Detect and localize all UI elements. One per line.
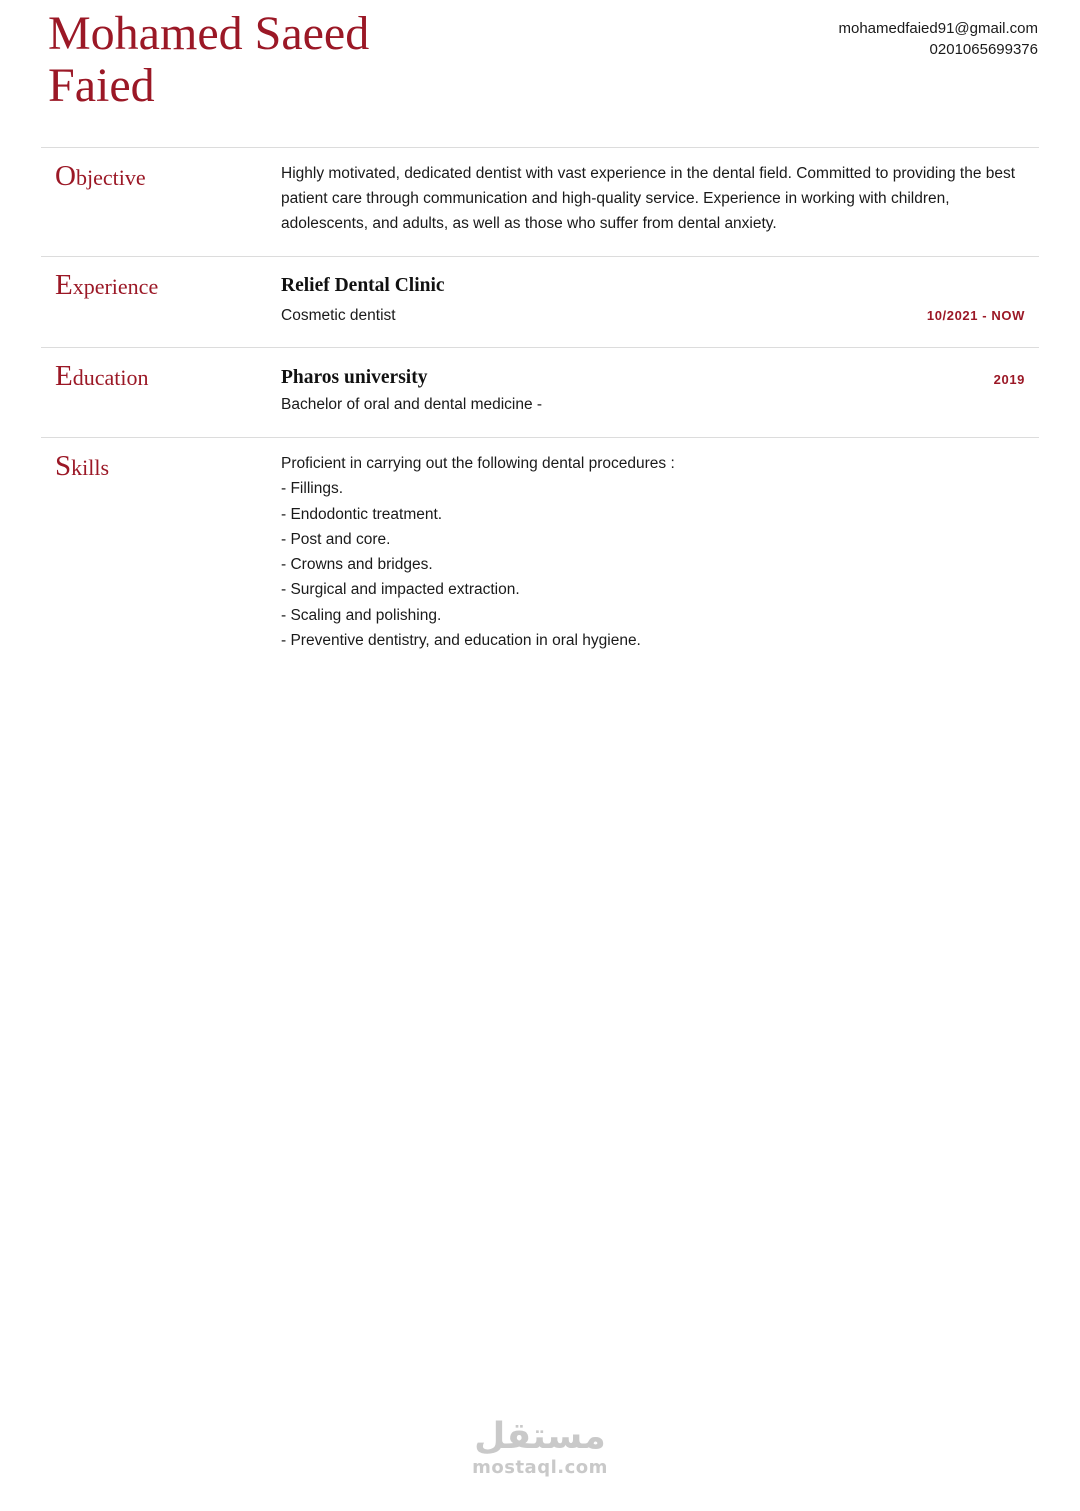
skill-item: - Scaling and polishing. bbox=[281, 606, 442, 624]
education-date: 2019 bbox=[993, 372, 1025, 387]
experience-heading: Experience bbox=[55, 269, 159, 301]
experience-section bbox=[41, 256, 1039, 348]
objective-text: Highly motivated, dedicated dentist with vast experience in the dental field. Committed to providing the best patient care through communication and high-quality service. Experience in working with children, adolescents, and adults, as well as those who suffer from dental anxiety. bbox=[281, 165, 1016, 232]
phone-number[interactable]: 0201065699376 bbox=[929, 41, 1038, 58]
education-entry bbox=[281, 365, 1025, 417]
experience-date: 10/2021 - NOW bbox=[926, 308, 1025, 323]
contact-info bbox=[839, 18, 1039, 60]
education-section bbox=[41, 347, 1039, 438]
experience-entry bbox=[281, 273, 1025, 328]
objective-heading: Objective bbox=[55, 160, 146, 192]
skill-item: - Surgical and impacted extraction. bbox=[281, 581, 520, 599]
job-role: Cosmetic dentist bbox=[281, 307, 396, 324]
skill-item: - Post and core. bbox=[281, 530, 391, 548]
email-address[interactable]: mohamedfaied91@gmail.com bbox=[838, 20, 1038, 37]
watermark-url: mostaql.com bbox=[472, 1457, 608, 1478]
skill-item: - Crowns and bridges. bbox=[281, 556, 433, 574]
objective-section bbox=[41, 147, 1039, 258]
education-heading: Education bbox=[55, 360, 149, 392]
candidate-name: Mohamed Saeed Faied bbox=[48, 7, 370, 112]
skills-list bbox=[281, 451, 1025, 653]
degree: Bachelor of oral and dental medicine - bbox=[281, 396, 543, 413]
skill-item: - Preventive dentistry, and education in oral hygiene. bbox=[281, 632, 641, 650]
skills-intro: Proficient in carrying out the following dental procedures : bbox=[281, 455, 675, 472]
skill-item: - Fillings. bbox=[281, 480, 344, 498]
school-name: Pharos university bbox=[281, 367, 428, 388]
watermark-arabic-logo: مستقل bbox=[474, 1416, 606, 1457]
skills-section bbox=[41, 437, 1039, 678]
employer-name: Relief Dental Clinic bbox=[281, 275, 445, 296]
skills-heading: Skills bbox=[55, 450, 110, 482]
mostaql-watermark bbox=[430, 1416, 650, 1478]
skill-item: - Endodontic treatment. bbox=[281, 505, 443, 523]
